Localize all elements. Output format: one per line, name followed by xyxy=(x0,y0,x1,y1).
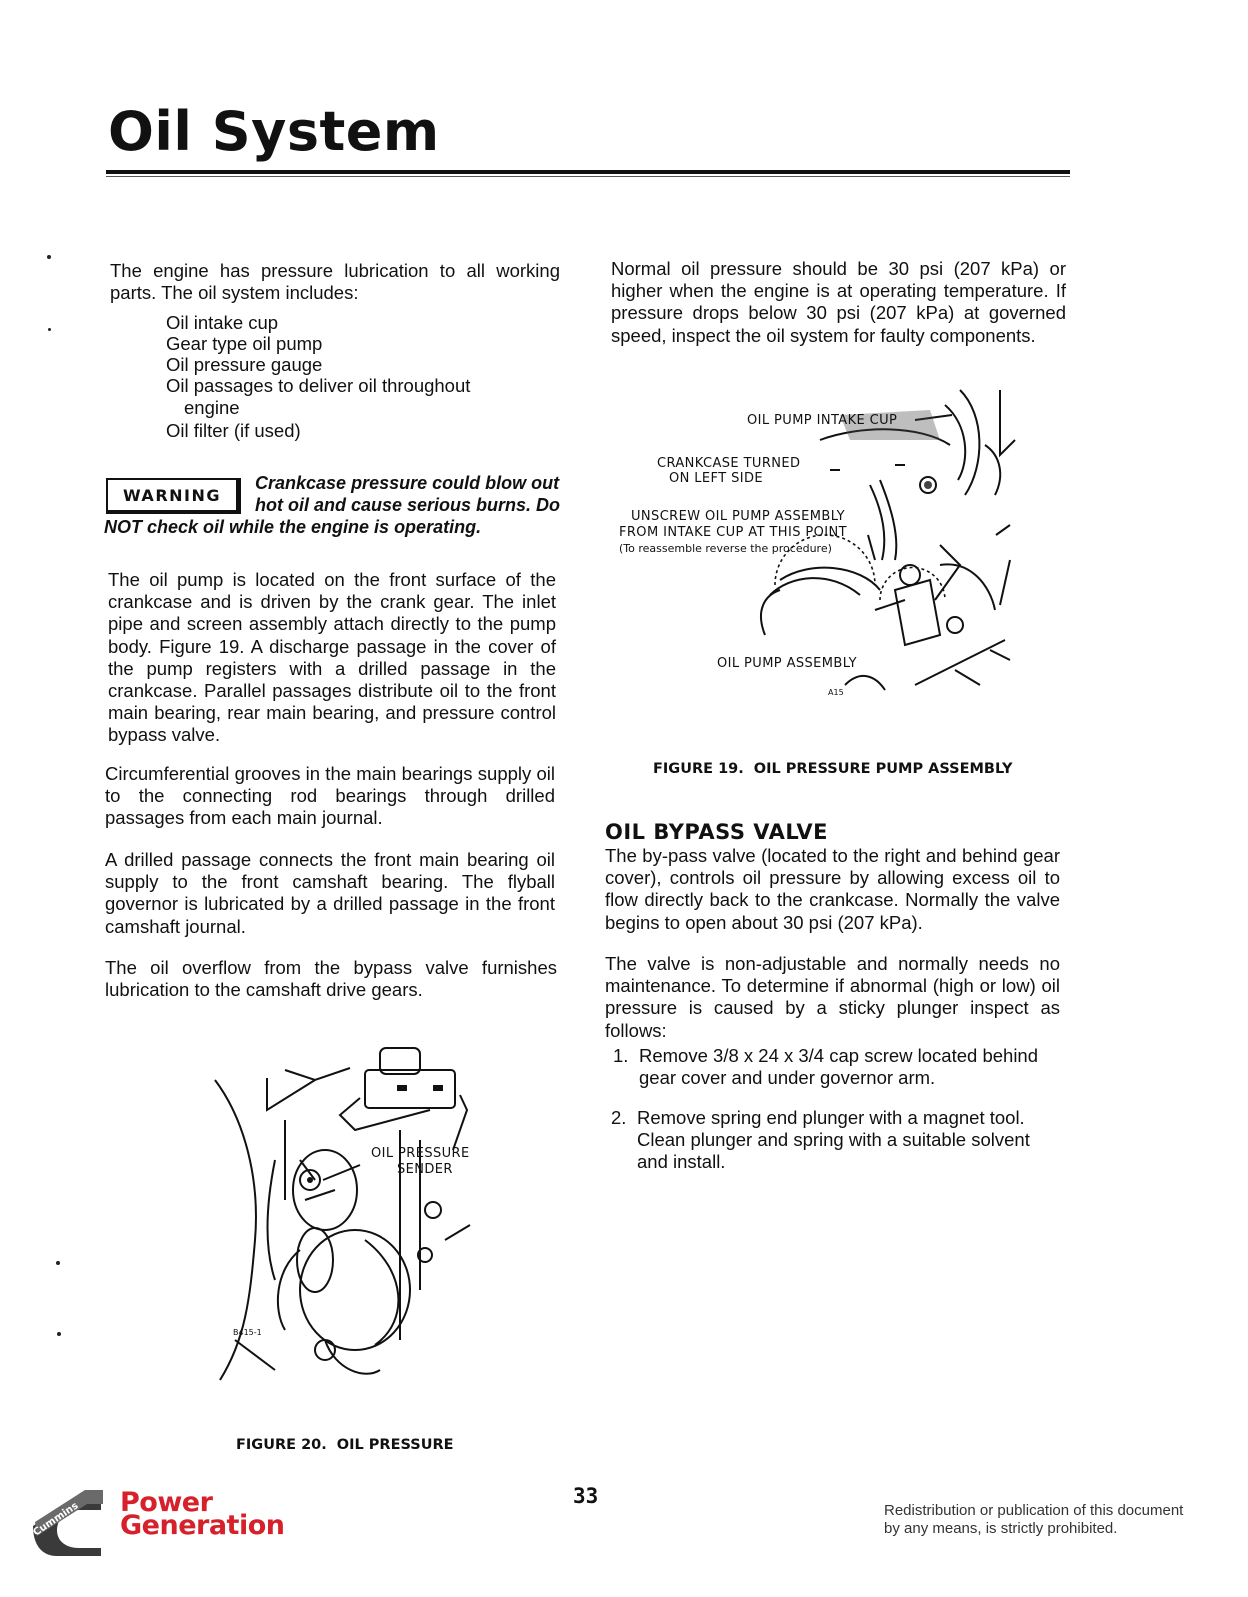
brand-power: Power xyxy=(120,1487,213,1518)
figure-19-label-crankcase-1: CRANKCASE TURNED xyxy=(657,456,801,471)
title-rule xyxy=(106,170,1070,174)
paragraph-non-adjustable: The valve is non-adjustable and normally needs no maintenance. To determine if abnormal (high or low) oil pressure is caused by a sticky plunger inspect as follows: xyxy=(605,953,1060,1041)
warning-text-line1: Crankcase pressure could blow out xyxy=(255,473,560,493)
step-text: Remove spring end plunger with a magnet tool. Clean plunger and spring with a suitable solvent and install. xyxy=(637,1107,1030,1173)
paragraph-bypass-valve: The by-pass valve (located to the right and behind gear cover), controls oil pressure by allowing excess oil to flow directly back to the crankcase. Normally the valve begins to open about 30 psi (207 kPa). xyxy=(605,845,1060,933)
list-item: Oil passages to deliver oil throughout xyxy=(166,375,471,396)
figure-19-caption-text: OIL PRESSURE PUMP ASSEMBLY xyxy=(753,761,1013,777)
figure-19-label-unscrew-3: (To reassemble reverse the procedure) xyxy=(619,542,832,555)
figure-19-code: A15 xyxy=(828,688,844,697)
paragraph-overflow: The oil overflow from the bypass valve furnishes lubrication to the camshaft drive gears. xyxy=(105,957,557,1001)
warning-badge: WARNING xyxy=(106,478,241,514)
intro-paragraph: The engine has pressure lubrication to all working parts. The oil system includes: xyxy=(110,260,560,304)
list-item-step-1 xyxy=(613,1045,1063,1091)
warning-text-line2: hot oil and cause serious burns. Do xyxy=(255,495,561,515)
list-item: Oil intake cup xyxy=(166,312,279,333)
paragraph-oil-pump: The oil pump is located on the front surface of the crankcase and is driven by the crank gear. The inlet pipe and screen assembly attach directly to the pump body. Figure 19. A discharge passage in the cover of the pump registers with a drilled passage in the crankcase. Parallel passages distribute oil to the front main bearing, rear main bearing, and pressure control bypass valve. xyxy=(108,569,556,746)
figure-19-label-unscrew-1: UNSCREW OIL PUMP ASSEMBLY xyxy=(631,509,845,524)
list-item: Oil pressure gauge xyxy=(166,354,323,375)
redistribution-notice-line2: by any means, is strictly prohibited. xyxy=(884,1520,1118,1537)
list-item: Gear type oil pump xyxy=(166,333,323,354)
scan-dot xyxy=(57,1332,61,1336)
page-title: Oil System xyxy=(108,100,440,163)
brand-generation: Generation xyxy=(120,1510,285,1541)
scan-dot xyxy=(47,255,51,259)
figure-20-label-line2: SENDER xyxy=(397,1162,453,1177)
step-text: Remove 3/8 x 24 x 3/4 cap screw located behind gear cover and under governor arm. xyxy=(639,1045,1039,1089)
list-item: Oil filter (if used) xyxy=(166,420,301,441)
figure-19-label-assembly: OIL PUMP ASSEMBLY xyxy=(717,656,857,671)
cummins-logo-text: Cummins xyxy=(31,1500,81,1539)
figure-19-label-intake-cup: OIL PUMP INTAKE CUP xyxy=(747,413,898,428)
scan-dot xyxy=(48,328,51,331)
paragraph-normal-pressure: Normal oil pressure should be 30 psi (207 kPa) or higher when the engine is at operating temperature. If pressure drops below 30 psi (207 kPa) at governed speed, inspect the oil system for faulty components. xyxy=(611,258,1066,346)
cummins-logo-icon xyxy=(27,1486,107,1558)
warning-text-line3: NOT check oil while the engine is operating. xyxy=(104,517,482,537)
figure-20-oil-pressure-drawing xyxy=(205,1040,480,1390)
figure-19-caption-number: FIGURE 19. xyxy=(653,761,744,777)
figure-20-caption-text: OIL PRESSURE xyxy=(336,1437,454,1453)
title-rule-thin xyxy=(106,176,1070,177)
figure-19-caption xyxy=(653,761,1022,777)
figure-20-label-line1: OIL PRESSURE xyxy=(371,1146,470,1161)
step-number: 2. xyxy=(611,1107,627,1128)
redistribution-notice-line1: Redistribution or publication of this document xyxy=(884,1502,1184,1519)
bypass-valve-heading: OIL BYPASS VALVE xyxy=(605,820,828,844)
scan-dot xyxy=(56,1261,60,1265)
list-item-step-2 xyxy=(611,1107,1061,1175)
page-number: 33 xyxy=(573,1484,599,1508)
step-number: 1. xyxy=(613,1045,629,1066)
figure-20-code: B415-1 xyxy=(233,1328,262,1337)
list-item: engine xyxy=(184,397,240,418)
figure-20-caption xyxy=(236,1437,464,1453)
figure-19-label-crankcase-2: ON LEFT SIDE xyxy=(669,471,763,486)
paragraph-drilled-passage: A drilled passage connects the front main bearing oil supply to the front camshaft bearing. The flyball governor is lubricated by a drilled passage in the front camshaft journal. xyxy=(105,849,555,937)
paragraph-grooves: Circumferential grooves in the main bearings supply oil to the connecting rod bearings through drilled passages from each main journal. xyxy=(105,763,555,829)
figure-19-label-unscrew-2: FROM INTAKE CUP AT THIS POINT xyxy=(619,525,847,540)
figure-20-caption-number: FIGURE 20. xyxy=(236,1437,327,1453)
